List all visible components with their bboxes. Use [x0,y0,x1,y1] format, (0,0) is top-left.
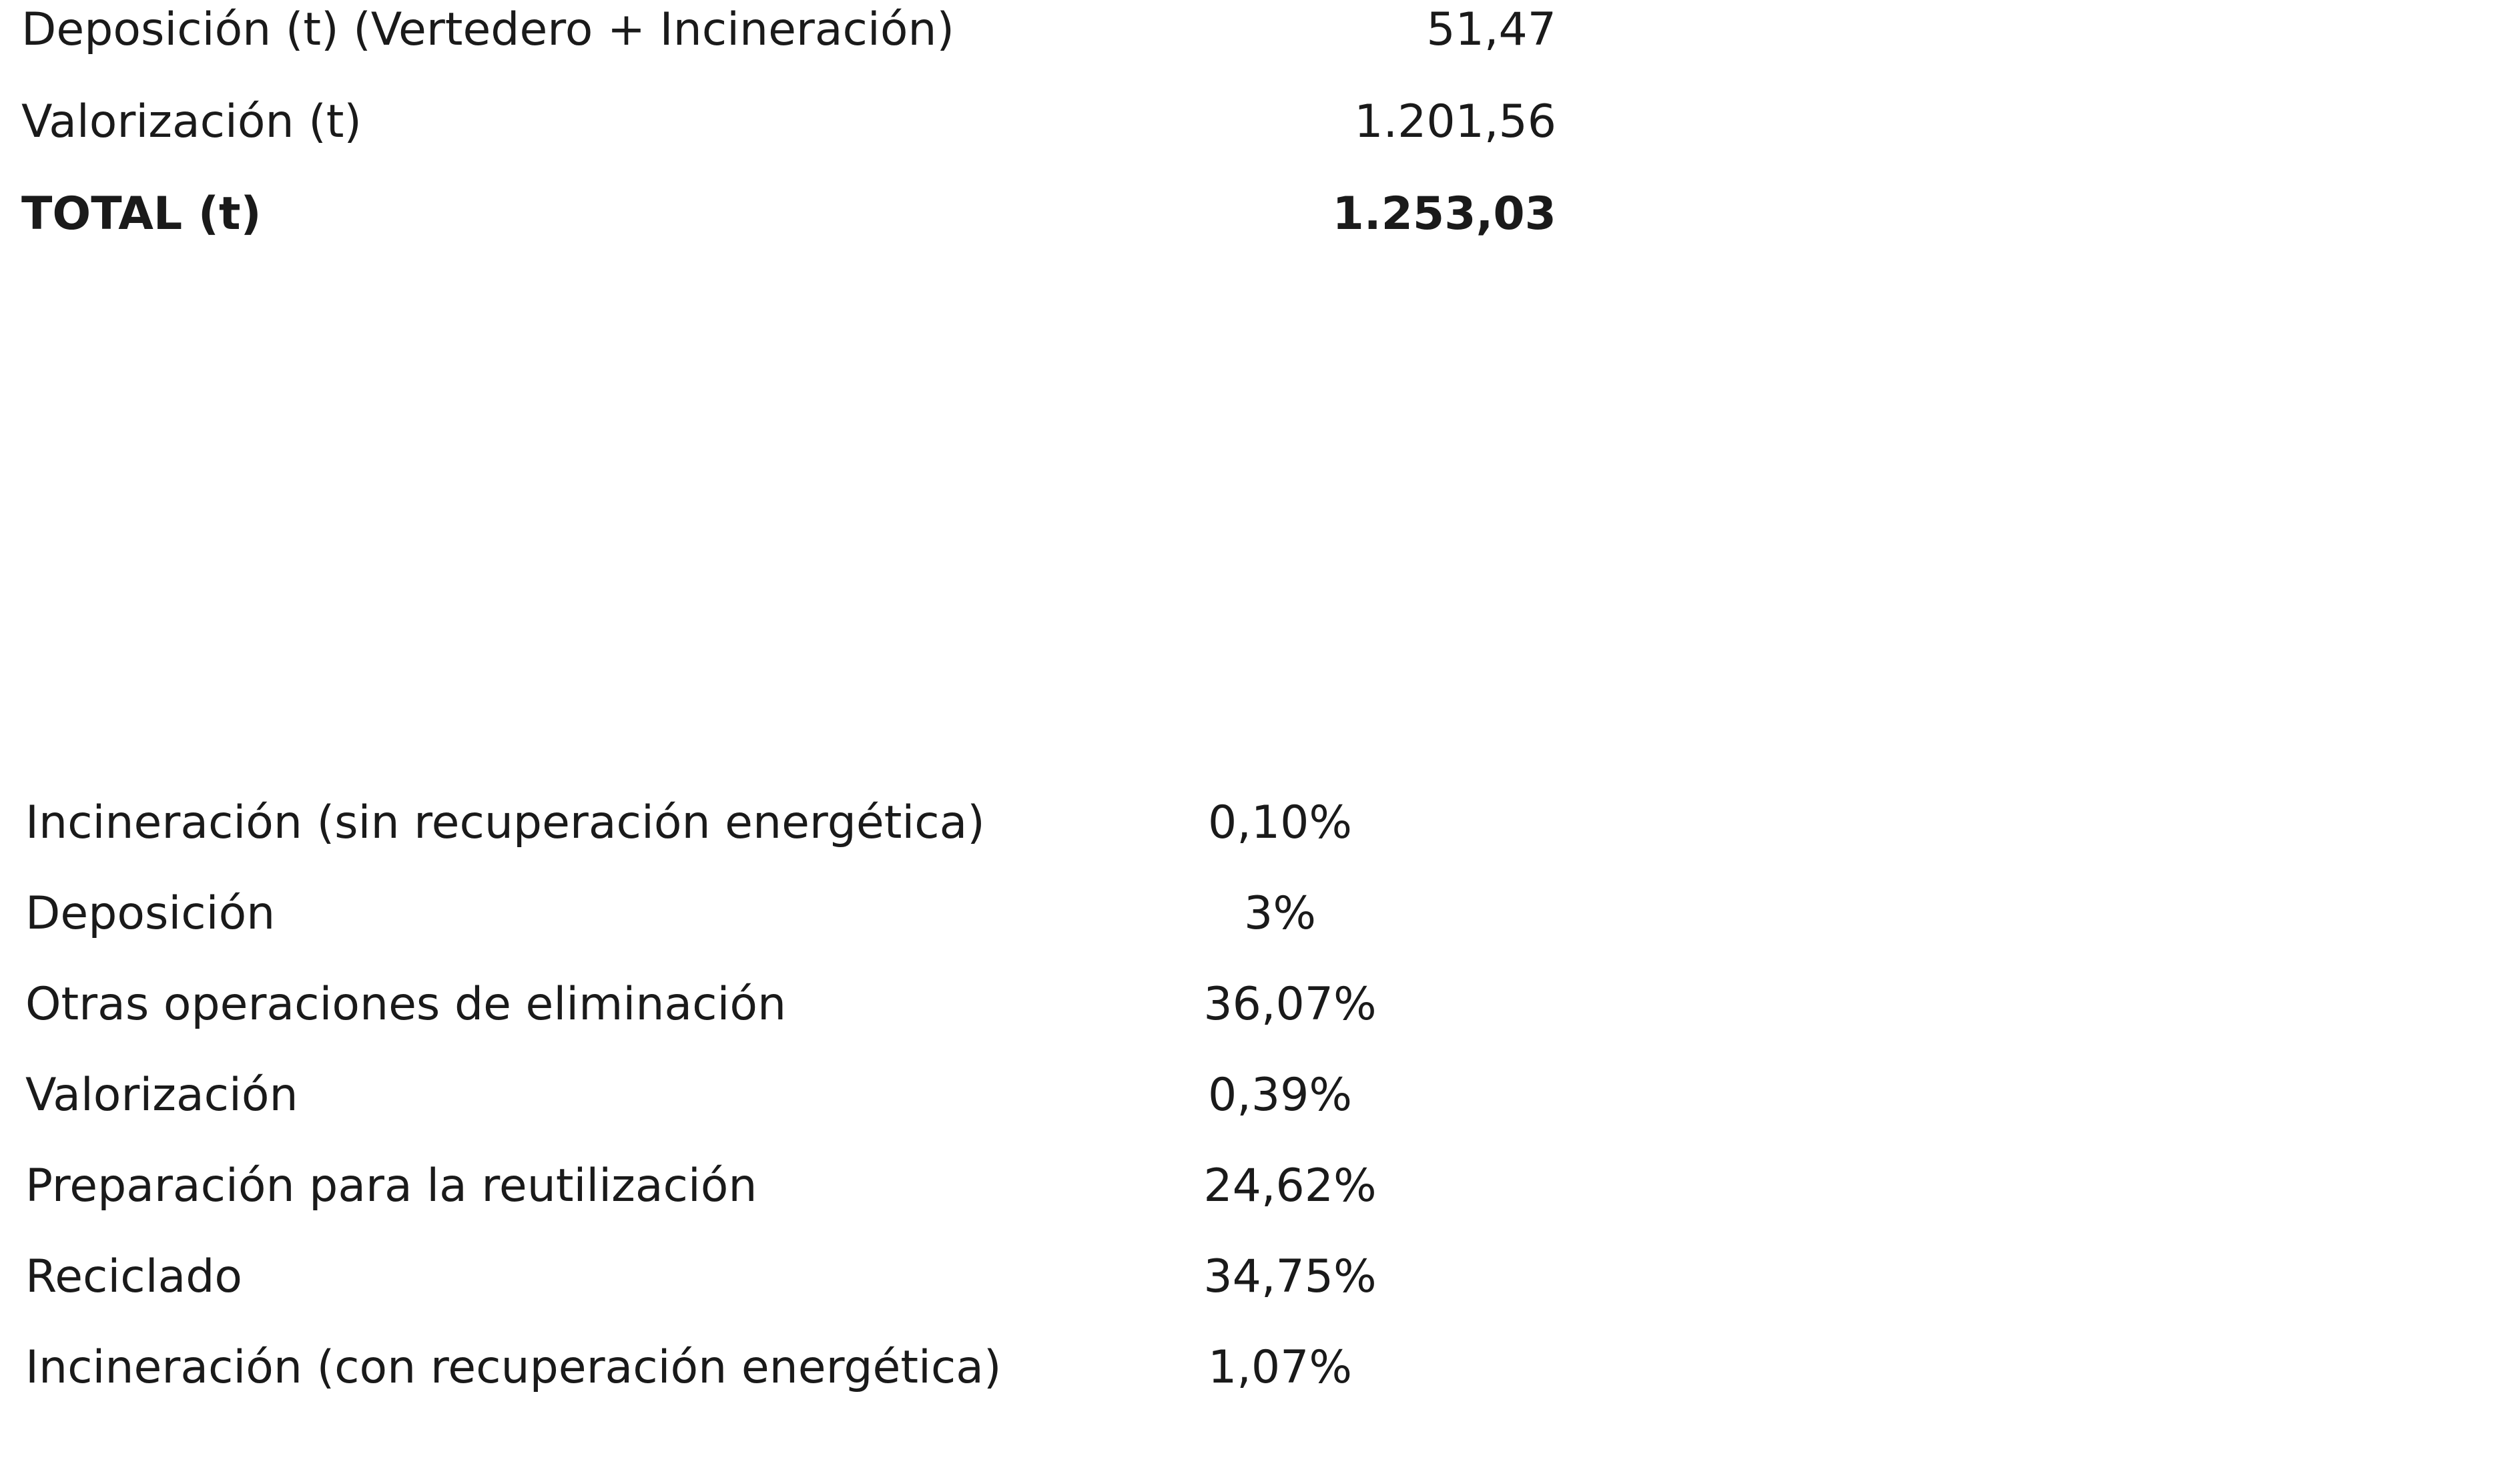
total-value: 1.253,03 [1332,188,1556,240]
row-value: 24,62% [1203,1160,1377,1212]
table-row [25,968,1447,1041]
row-label: Deposición [25,887,276,940]
table-row [25,1331,1447,1405]
row-label: Deposición (t) (Vertedero + Incineración) [21,3,955,56]
row-label: Incineración (sin recuperación energética) [25,796,985,849]
table-row [25,1150,1447,1223]
row-label: Reciclado [25,1250,243,1303]
row-label: Incineración (con recuperación energética) [25,1341,1002,1394]
row-label: Valorización [25,1069,298,1122]
row-value: 51,47 [1426,3,1556,56]
table-row [25,877,1447,951]
row-label: Preparación para la reutilización [25,1160,757,1212]
table-row [21,85,1556,159]
row-value: 1.201,56 [1354,95,1556,148]
row-value: 1,07% [1207,1341,1353,1394]
table-row [25,1240,1447,1314]
table-row [25,786,1447,860]
row-value: 0,39% [1207,1069,1353,1122]
row-value: 34,75% [1203,1250,1377,1303]
row-value: 3% [1244,887,1316,940]
row-value: 0,10% [1207,796,1353,849]
row-label: Valorización (t) [21,95,362,148]
total-label: TOTAL (t) [21,188,262,240]
table-row [21,0,1556,67]
table-row [25,1059,1447,1132]
total-row [21,178,1556,251]
row-label: Otras operaciones de eliminación [25,978,787,1031]
row-value: 36,07% [1203,978,1377,1031]
